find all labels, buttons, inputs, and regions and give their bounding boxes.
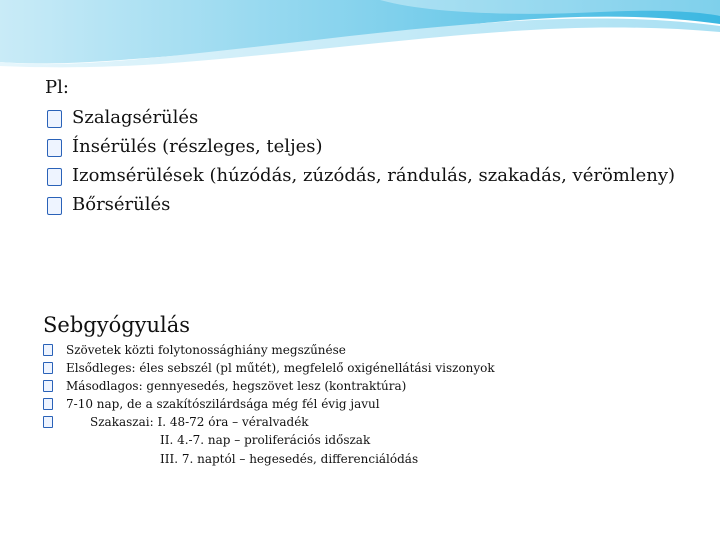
bullet-text: 7-10 nap, de a szakítószilárdsága még fél évig javul xyxy=(66,397,380,411)
example-heading: Pl: xyxy=(45,77,69,98)
bullet-text: Szalagsérülés xyxy=(72,107,199,128)
checkbox-icon xyxy=(43,380,53,392)
list-item xyxy=(45,135,685,159)
phase-line: II. 4.-7. nap – proliferációs időszak xyxy=(160,433,371,447)
bullet-text: Elsődleges: éles sebszél (pl műtét), megfelelő oxigénellátási viszonyok xyxy=(66,361,495,375)
checkbox-icon xyxy=(47,139,62,157)
top-content xyxy=(45,76,685,217)
wound-healing-list xyxy=(43,341,703,469)
list-item xyxy=(45,193,685,217)
list-item xyxy=(43,341,703,359)
bullet-text: Szövetek közti folytonossághiány megszűnése xyxy=(66,343,346,357)
phase-line: III. 7. naptól – hegesedés, differenciálódás xyxy=(160,452,419,466)
checkbox-icon xyxy=(43,362,53,374)
header-wave-decoration xyxy=(0,0,720,70)
bullet-text: Bőrsérülés xyxy=(72,194,171,215)
checkbox-icon xyxy=(47,197,62,215)
checkbox-icon xyxy=(43,416,53,428)
list-item xyxy=(45,106,685,130)
checkbox-icon xyxy=(43,398,53,410)
checkbox-icon xyxy=(43,344,53,356)
list-item xyxy=(45,164,685,188)
bullet-text: Szakaszai: I. 48-72 óra – véralvadék xyxy=(90,415,309,429)
section-title: Sebgyógyulás xyxy=(43,313,191,337)
bullet-text: Izomsérülések (húzódás, zúzódás, rándulás, szakadás, vérömleny) xyxy=(72,165,676,186)
bullet-text: Ínsérülés (részleges, teljes) xyxy=(72,136,323,157)
list-item xyxy=(43,395,703,413)
checkbox-icon xyxy=(47,168,62,186)
bullet-text: Másodlagos: gennyesedés, hegszövet lesz (kontraktúra) xyxy=(66,379,407,393)
list-item xyxy=(43,359,703,377)
checkbox-icon xyxy=(47,110,62,128)
list-item xyxy=(43,413,703,431)
list-item xyxy=(43,377,703,395)
